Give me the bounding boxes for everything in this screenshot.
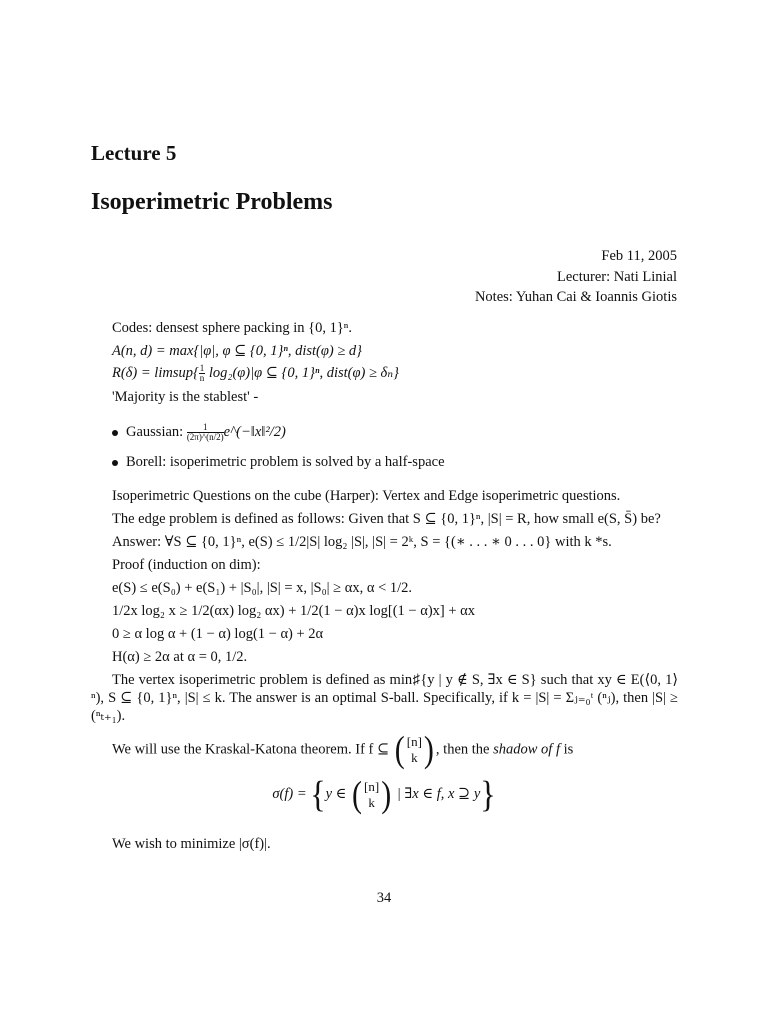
kk-text-end: is [559,741,574,758]
page-title: Isoperimetric Problems [91,189,333,215]
kk-binomial [407,734,422,766]
rate-frac-num: 1 [199,363,205,373]
rate-definition [112,364,399,383]
shadow-binomial [364,779,379,811]
lecture-number: Lecture 5 [91,141,177,165]
notes-authors: Notes: Yuhan Cai & Ioannis Giotis [474,289,677,305]
shadow-inner-start: y ∈ [325,785,351,802]
kk-text-start: We will use the Kraskal-Katona theorem. If f ⊆ [112,741,393,758]
and-definition [112,343,362,360]
gaussian-bullet [112,423,286,442]
rate-formula-start: R(δ) = limsup{ [112,364,199,381]
kk-top: [n] [406,734,422,749]
borell-text: Borell: isoperimetric problem is solved by a half-space [126,454,445,470]
answer-line: Answer: ∀S ⊆ {0, 1}ⁿ, e(S) ≤ 1/2|S| log₂ |S|, |S| = 2ᵏ, S = {(∗ . . . ∗ 0 . . . 0} with k *s. [112,534,612,550]
edge-definition: The edge problem is defined as follows: Given that S ⊆ {0, 1}ⁿ, |S| = R, how small e(S, S̄) be? [112,511,661,527]
kk-text-mid: , then the [435,741,494,758]
rate-formula-end: log₂(φ)|φ ⊆ {0, 1}ⁿ, dist(φ) ≥ δₙ} [205,364,399,381]
harper-line: Isoperimetric Questions on the cube (Harper): Vertex and Edge isoperimetric questions. [112,488,621,504]
shadow-lhs: σ(f) = [272,785,311,802]
minimize-line: We wish to minimize |σ(f)|. [112,836,271,852]
shadow-bottom: k [368,794,375,810]
lecture-date: Feb 11, 2005 [601,248,677,264]
kk-bottom: k [411,750,418,765]
proof-line: Proof (induction on dim): [112,557,261,573]
codes-line: Codes: densest sphere packing in {0, 1}ⁿ. [112,320,352,336]
vertex-text: The vertex isoperimetric problem is defined as min♯{y | y ∉ S, ∃x ∈ S} such that xy ∈ E(⟨0, 1⟩ⁿ), S ⊆ {0, 1}ⁿ, |S| ≤ k. The answer is an optimal S-ball. Specifically, if k = |S| = Σⱼ₌₀ᵗ (ⁿⱼ), then |S| ≥ (ⁿₜ₊₁). [91,672,678,724]
lecture-metadata [475,246,677,308]
equation-2: 1/2x log₂ x ≥ 1/2(αx) log₂ αx) + 1/2(1 − α)x log[(1 − α)x] + αx [112,603,476,619]
borell-bullet [112,454,445,471]
page-number: 34 [376,890,392,906]
gaussian-fraction [187,423,224,442]
equation-4: H(α) ≥ 2α at α = 0, 1/2. [112,649,248,665]
shadow-inner-end: | ∃x ∈ f, x ⊇ y [393,785,481,802]
lecturer-name: Lecturer: Nati Linial [557,268,677,285]
vertex-paragraph [91,671,678,725]
equation-3: 0 ≥ α log α + (1 − α) log(1 − α) + 2α [112,626,324,642]
gaussian-num: 1 [187,423,224,433]
and-formula: A(n, d) = max{|φ|, φ ⊆ {0, 1}ⁿ, dist(φ) ≥ d} [112,343,362,359]
gaussian-exponent: e^(−‖x‖²/2) [223,423,286,440]
bullet-icon [112,430,118,436]
rate-frac-den: n [199,373,205,383]
gaussian-label: Gaussian: [126,423,187,440]
shadow-definition: σ(f) = {y ∈ ( [n] k ) | ∃x ∈ f, x ⊇ y} [272,773,496,815]
kk-shadow-term: shadow of f [493,741,560,758]
majority-line: 'Majority is the stablest' - [112,389,259,405]
bullet-icon [112,460,118,466]
gaussian-den: (2π)^(n/2) [186,432,224,442]
shadow-top: [n] [364,778,380,794]
equation-1: e(S) ≤ e(S₀) + e(S₁) + |S₀|, |S| = x, |S₀| ≥ αx, α < 1/2. [112,580,413,596]
kruskal-katona-line: We will use the Kraskal-Katona theorem. If f ⊆ ( [n] k ) , then the shadow of f is [112,728,574,770]
